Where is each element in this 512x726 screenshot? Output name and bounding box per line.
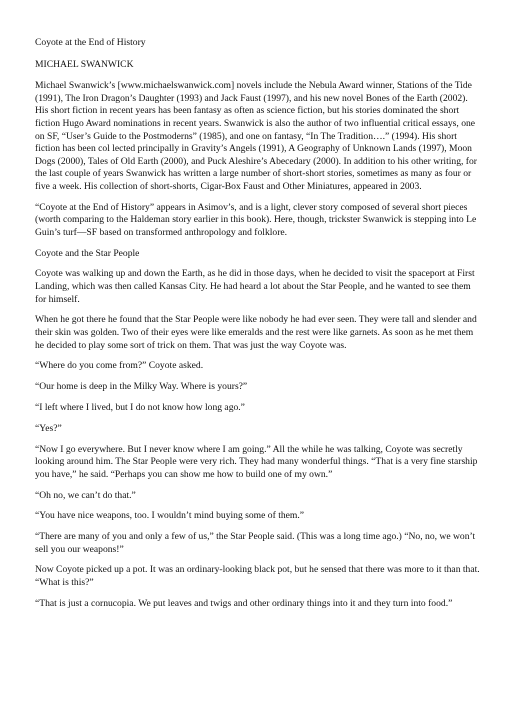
document-page — [35, 37, 480, 619]
author-bio-paragraph: Michael Swanwick’s [www.michaelswanwick.com] novels include the Nebula Award winner, Stations of the Tide (1991), The Iron Dragon’s Daughter (1993) and Jack Faust (1997), and his new novel Bones of the Earth (2002). His short fiction in recent years has been fantasy as often as science fiction, but his stories dominated the short fiction Hugo Award nominations in recent years. Swanwick is also the author of two influential critical essays, one on SF, “User’s Guide to the Postmoderns” (1985), and one on fantasy, “In The Tradition….” (1994). His short fiction has been col lected principally in Gravity’s Angels (1991), A Geography of Unknown Lands (1997), Moon Dogs (2000), Tales of Old Earth (2000), and Puck Aleshire’s Abecedary (2000). In addition to his other writing, for the last couple of years Swanwick has written a large number of short-short stories, sometimes as many as four or five a week. His collection of short-shorts, Cigar-Box Faust and Other Miniatures, appeared in 2003. — [35, 80, 477, 192]
story-paragraph: Now Coyote picked up a pot. It was an ordinary-looking black pot, but he sensed that there was more to it than that. “What is this?” — [35, 564, 480, 589]
story-paragraph: Coyote was walking up and down the Earth, as he did in those days, when he decided to visit the spaceport at First Landing, which was then called Kansas City. He had heard a lot about the Star People, and he wanted to see them for himself. — [35, 268, 475, 305]
story-paragraph: “Now I go everywhere. But I never know where I am going.” All the while he was talking, Coyote was secretly looking around him. The Star People were very rich. They had many wonderful things. “That is a very fine starship you have,” he said. “Perhaps you can show me how to build one of my own.” — [35, 443, 478, 480]
story-paragraph: “Our home is deep in the Milky Way. Where is yours?” — [35, 381, 248, 393]
story-paragraph: “Yes?” — [35, 422, 62, 434]
story-paragraph: “That is just a cornucopia. We put leaves and twigs and other ordinary things into it and they turn into food.” — [35, 597, 453, 609]
document-author: MICHAEL SWANWICK — [35, 58, 134, 70]
section-heading: Coyote and the Star People — [35, 247, 140, 259]
story-paragraph: “Oh no, we can’t do that.” — [35, 489, 136, 501]
story-intro-paragraph: “Coyote at the End of History” appears in Asimov’s, and is a light, clever story composed of several short pieces (worth comparing to the Haldeman story earlier in this book). Here, though, trickster Swanwick is stepping into Le Guin’s turf—SF based on transformed anthropology and folklore. — [35, 201, 477, 238]
story-paragraph: “Where do you come from?” Coyote asked. — [35, 360, 204, 372]
story-paragraph: When he got there he found that the Star People were like nobody he had ever seen. They were tall and slender and their skin was golden. Two of their eyes were like emeralds and the rest were like garnets. As soon as he met them he decided to play some sort of trick on them. That was just the way Coyote was. — [35, 314, 477, 351]
story-paragraph: “I left where I lived, but I do not know how long ago.” — [35, 401, 245, 413]
story-paragraph: “There are many of you and only a few of us,” the Star People said. (This was a long time ago.) “No, no, we won’t sell you our weapons!” — [35, 531, 476, 555]
document-title: Coyote at the End of History — [35, 37, 146, 48]
story-paragraph: “You have nice weapons, too. I wouldn’t mind buying some of them.” — [35, 510, 305, 522]
